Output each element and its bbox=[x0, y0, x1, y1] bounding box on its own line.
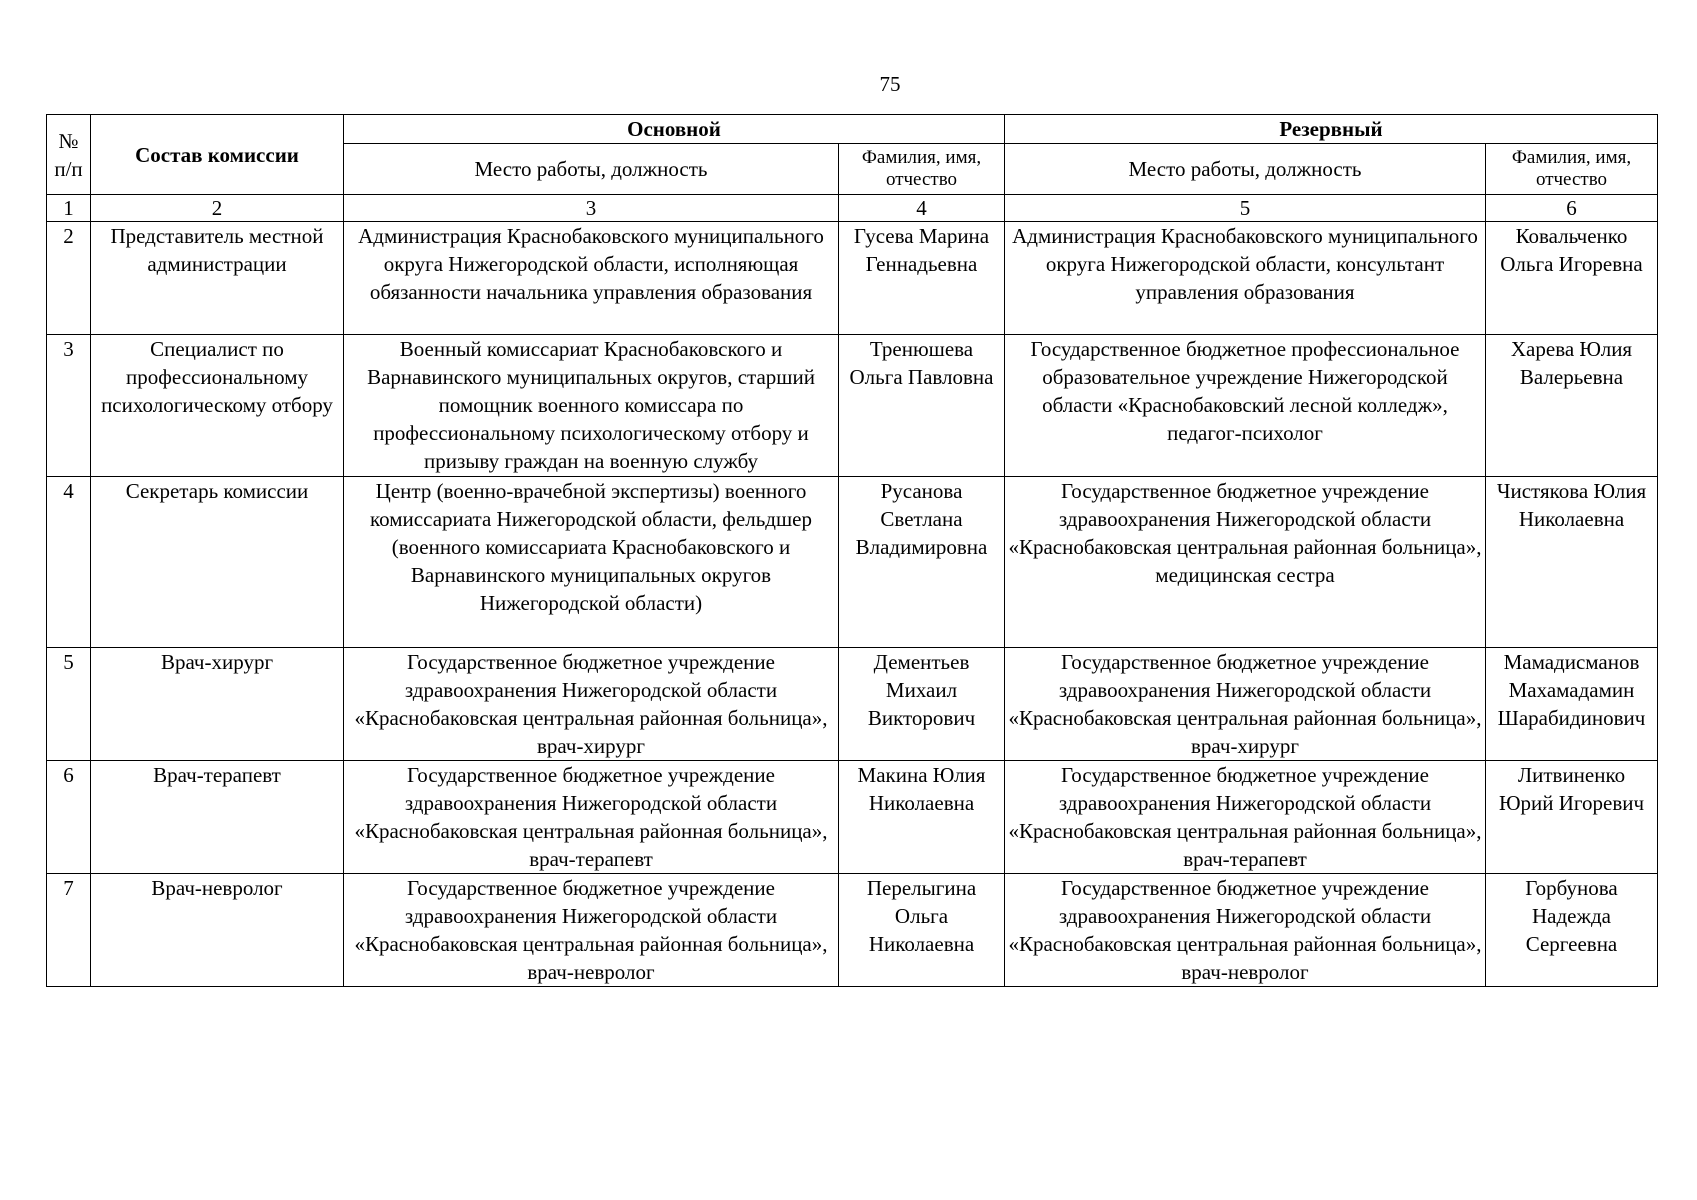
row-role: Врач-хирург bbox=[91, 648, 344, 761]
row-main-name: Русанова Светлана Владимировна bbox=[839, 477, 1005, 648]
row-role: Представитель местной администрации bbox=[91, 222, 344, 335]
table-row bbox=[47, 761, 1658, 874]
page-number: 75 bbox=[879, 72, 901, 96]
table-row bbox=[47, 874, 1658, 987]
row-main-name: Гусева Марина Геннадьевна bbox=[839, 222, 1005, 335]
row-main-name: Тренюшева Ольга Павловна bbox=[839, 335, 1005, 477]
row-number: 7 bbox=[47, 874, 91, 987]
row-role: Врач-терапевт bbox=[91, 761, 344, 874]
row-main-workplace: Военный комиссариат Краснобаковского и Варнавинского муниципальных округов, старший помощник военного комиссара по профессиональному психологическому отбору и призыву граждан на военную службу bbox=[344, 335, 839, 477]
row-number: 4 bbox=[47, 477, 91, 648]
header-group-main: Основной bbox=[344, 115, 1005, 144]
row-role: Секретарь комиссии bbox=[91, 477, 344, 648]
row-main-workplace: Государственное бюджетное учреждение здравоохранения Нижегородской области «Краснобаковская центральная районная больница», врач-невролог bbox=[344, 874, 839, 987]
header-main-full-name: Фамилия, имя, отчество bbox=[839, 144, 1005, 195]
row-number: 2 bbox=[47, 222, 91, 335]
row-role: Специалист по профессиональному психологическому отбору bbox=[91, 335, 344, 477]
row-reserve-name: Мамадисманов Махамадамин Шарабидинович bbox=[1486, 648, 1658, 761]
table-row bbox=[47, 648, 1658, 761]
header-reserve-workplace: Место работы, должность bbox=[1005, 144, 1486, 195]
table-row bbox=[47, 222, 1658, 335]
row-main-name: Перелыгина Ольга Николаевна bbox=[839, 874, 1005, 987]
row-number: 3 bbox=[47, 335, 91, 477]
header-col-composition: Состав комиссии bbox=[91, 115, 344, 195]
header-main-workplace: Место работы, должность bbox=[344, 144, 839, 195]
row-main-name: Макина Юлия Николаевна bbox=[839, 761, 1005, 874]
column-number: 4 bbox=[839, 195, 1005, 222]
row-role: Врач-невролог bbox=[91, 874, 344, 987]
row-reserve-workplace: Администрация Краснобаковского муниципального округа Нижегородской области, консультант управления образования bbox=[1005, 222, 1486, 335]
row-reserve-workplace: Государственное бюджетное профессиональное образовательное учреждение Нижегородской области «Краснобаковский лесной колледж», педагог-психолог bbox=[1005, 335, 1486, 477]
row-main-workplace: Центр (военно-врачебной экспертизы) военного комиссариата Нижегородской области, фельдшер (военного комиссариата Краснобаковского и Варнавинского муниципальных округов Нижегородской области) bbox=[344, 477, 839, 648]
column-number: 3 bbox=[344, 195, 839, 222]
commission-table bbox=[46, 114, 1658, 987]
row-reserve-name: Ковальченко Ольга Игоревна bbox=[1486, 222, 1658, 335]
row-reserve-name: Харева Юлия Валерьевна bbox=[1486, 335, 1658, 477]
row-main-workplace: Государственное бюджетное учреждение здравоохранения Нижегородской области «Краснобаковская центральная районная больница», врач-терапевт bbox=[344, 761, 839, 874]
table-row bbox=[47, 477, 1658, 648]
column-number: 2 bbox=[91, 195, 344, 222]
row-reserve-workplace: Государственное бюджетное учреждение здравоохранения Нижегородской области «Краснобаковская центральная районная больница», врач-невролог bbox=[1005, 874, 1486, 987]
column-number: 5 bbox=[1005, 195, 1486, 222]
row-reserve-workplace: Государственное бюджетное учреждение здравоохранения Нижегородской области «Краснобаковская центральная районная больница», врач-хирург bbox=[1005, 648, 1486, 761]
row-reserve-workplace: Государственное бюджетное учреждение здравоохранения Нижегородской области «Краснобаковская центральная районная больница», врач-терапевт bbox=[1005, 761, 1486, 874]
row-reserve-workplace: Государственное бюджетное учреждение здравоохранения Нижегородской области «Краснобаковская центральная районная больница», медицинская сестра bbox=[1005, 477, 1486, 648]
header-group-reserve: Резервный bbox=[1005, 115, 1658, 144]
row-main-workplace: Администрация Краснобаковского муниципального округа Нижегородской области, исполняющая обязанности начальника управления образования bbox=[344, 222, 839, 335]
header-col-num: № п/п bbox=[47, 115, 91, 195]
row-main-workplace: Государственное бюджетное учреждение здравоохранения Нижегородской области «Краснобаковская центральная районная больница», врач-хирург bbox=[344, 648, 839, 761]
row-main-name: Дементьев Михаил Викторович bbox=[839, 648, 1005, 761]
row-number: 5 bbox=[47, 648, 91, 761]
row-reserve-name: Чистякова Юлия Николаевна bbox=[1486, 477, 1658, 648]
row-reserve-name: Литвиненко Юрий Игоревич bbox=[1486, 761, 1658, 874]
column-number: 1 bbox=[47, 195, 91, 222]
column-number: 6 bbox=[1486, 195, 1658, 222]
header-row-groups bbox=[47, 115, 1658, 144]
table-row bbox=[47, 335, 1658, 477]
row-number: 6 bbox=[47, 761, 91, 874]
row-reserve-name: Горбунова Надежда Сергеевна bbox=[1486, 874, 1658, 987]
column-number-row bbox=[47, 195, 1658, 222]
header-reserve-full-name: Фамилия, имя, отчество bbox=[1486, 144, 1658, 195]
